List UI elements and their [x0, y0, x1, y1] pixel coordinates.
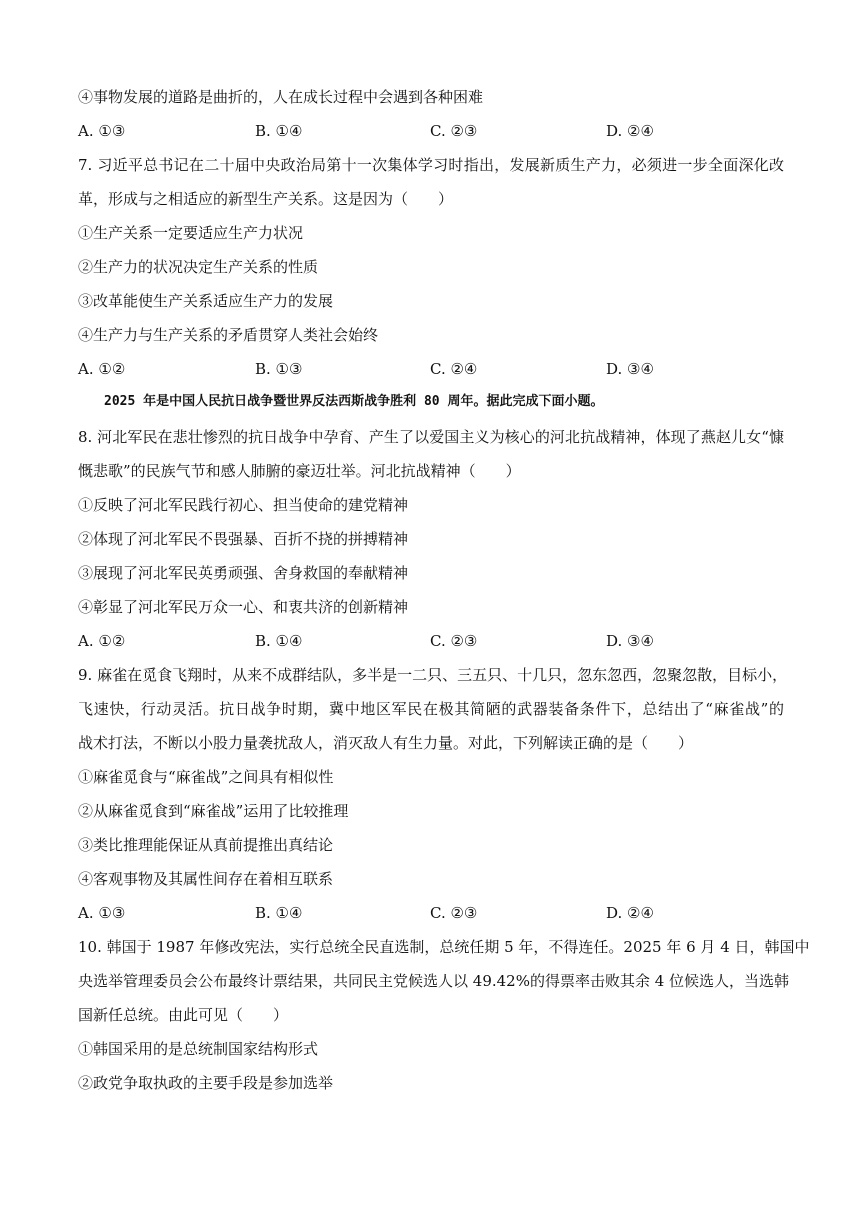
q9-option-b: B. ①④ — [255, 904, 303, 922]
q7-statement-2: ②生产力的状况决定生产关系的性质 — [78, 258, 319, 276]
q8-option-c: C. ②③ — [430, 632, 478, 650]
q8-options — [78, 631, 784, 651]
q9-option-a: A. ①③ — [78, 904, 126, 922]
q8-statement-2: ②体现了河北军民不畏强暴、百折不挠的拼搏精神 — [78, 530, 409, 548]
q7-stem-line-1: 7. 习近平总书记在二十届中央政治局第十一次集体学习时指出，发展新质生产力，必须进一步全面深化改 — [78, 156, 784, 174]
q9-statement-2: ②从麻雀觅食到“麻雀战”运用了比较推理 — [78, 802, 349, 820]
q10-stem-line-2: 央选举管理委员会公布最终计票结果，共同民主党候选人以 49.42%的得票率击败其余 4 位候选人，当选韩 — [78, 972, 790, 990]
q9-statement-3: ③类比推理能保证从真前提推出真结论 — [78, 836, 334, 854]
q8-option-a: A. ①② — [78, 632, 126, 650]
q9-option-d: D. ②④ — [606, 904, 654, 922]
q9-stem-line-1: 9. 麻雀在觅食飞翔时，从来不成群结队，多半是一二只、三五只、十几只，忽东忽西，忽聚忽散，目标小， — [78, 666, 788, 684]
q10-statement-1: ①韩国采用的是总统制国家结构形式 — [78, 1040, 319, 1058]
q9-option-c: C. ②③ — [430, 904, 478, 922]
q8-statement-3: ③展现了河北军民英勇顽强、舍身救国的奉献精神 — [78, 564, 409, 582]
q8-stem-line-1: 8. 河北军民在悲壮惨烈的抗日战争中孕育、产生了以爱国主义为核心的河北抗战精神，体现了燕赵儿女“慷 — [78, 428, 784, 446]
q8-statement-1: ①反映了河北军民践行初心、担当使命的建党精神 — [78, 496, 409, 514]
q8-statement-4: ④彰显了河北军民万众一心、和衷共济的创新精神 — [78, 598, 409, 616]
q9-statement-1: ①麻雀觅食与“麻雀战”之间具有相似性 — [78, 768, 334, 786]
q6-option-a: A. ①③ — [78, 122, 126, 140]
q9-stem-line-3: 战术打法，不断以小股力量袭扰敌人，消灭敌人有生力量。对此，下列解读正确的是（ ） — [78, 734, 694, 752]
q7-stem-line-2: 革，形成与之相适应的新型生产关系。这是因为（ ） — [78, 190, 454, 208]
q6-option-b: B. ①④ — [255, 122, 303, 140]
q9-options — [78, 903, 784, 923]
q7-option-c: C. ②④ — [430, 360, 478, 378]
q7-statement-3: ③改革能使生产关系适应生产力的发展 — [78, 292, 334, 310]
material-intro: 2025 年是中国人民抗日战争暨世界反法西斯战争胜利 80 周年。据此完成下面小题。 — [104, 394, 604, 409]
q6-option-c: C. ②③ — [430, 122, 478, 140]
q7-options — [78, 359, 784, 379]
q9-statement-4: ④客观事物及其属性间存在着相互联系 — [78, 870, 334, 888]
q7-statement-4: ④生产力与生产关系的矛盾贯穿人类社会始终 — [78, 326, 379, 344]
q6-option-d: D. ②④ — [606, 122, 654, 140]
q8-option-b: B. ①④ — [255, 632, 303, 650]
q8-option-d: D. ③④ — [606, 632, 654, 650]
q7-statement-1: ①生产关系一定要适应生产力状况 — [78, 224, 304, 242]
q10-statement-2: ②政党争取执政的主要手段是参加选举 — [78, 1074, 334, 1092]
q6-statement-4: ④事物发展的道路是曲折的，人在成长过程中会遇到各种困难 — [78, 88, 484, 106]
q9-stem-line-2: 飞速快，行动灵活。抗日战争时期，冀中地区军民在极其简陋的武器装备条件下，总结出了“麻雀战”的 — [78, 700, 784, 718]
q6-options — [78, 121, 784, 141]
q7-option-b: B. ①③ — [255, 360, 303, 378]
q10-stem-line-3: 国新任总统。由此可见（ ） — [78, 1006, 289, 1024]
q7-option-a: A. ①② — [78, 360, 126, 378]
q7-option-d: D. ③④ — [606, 360, 654, 378]
q8-stem-line-2: 慨悲歌”的民族气节和感人肺腑的豪迈壮举。河北抗战精神（ ） — [78, 462, 521, 480]
q10-stem-line-1: 10. 韩国于 1987 年修改宪法，实行总统全民直选制，总统任期 5 年，不得连任。2025 年 6 月 4 日，韩国中 — [78, 938, 810, 956]
